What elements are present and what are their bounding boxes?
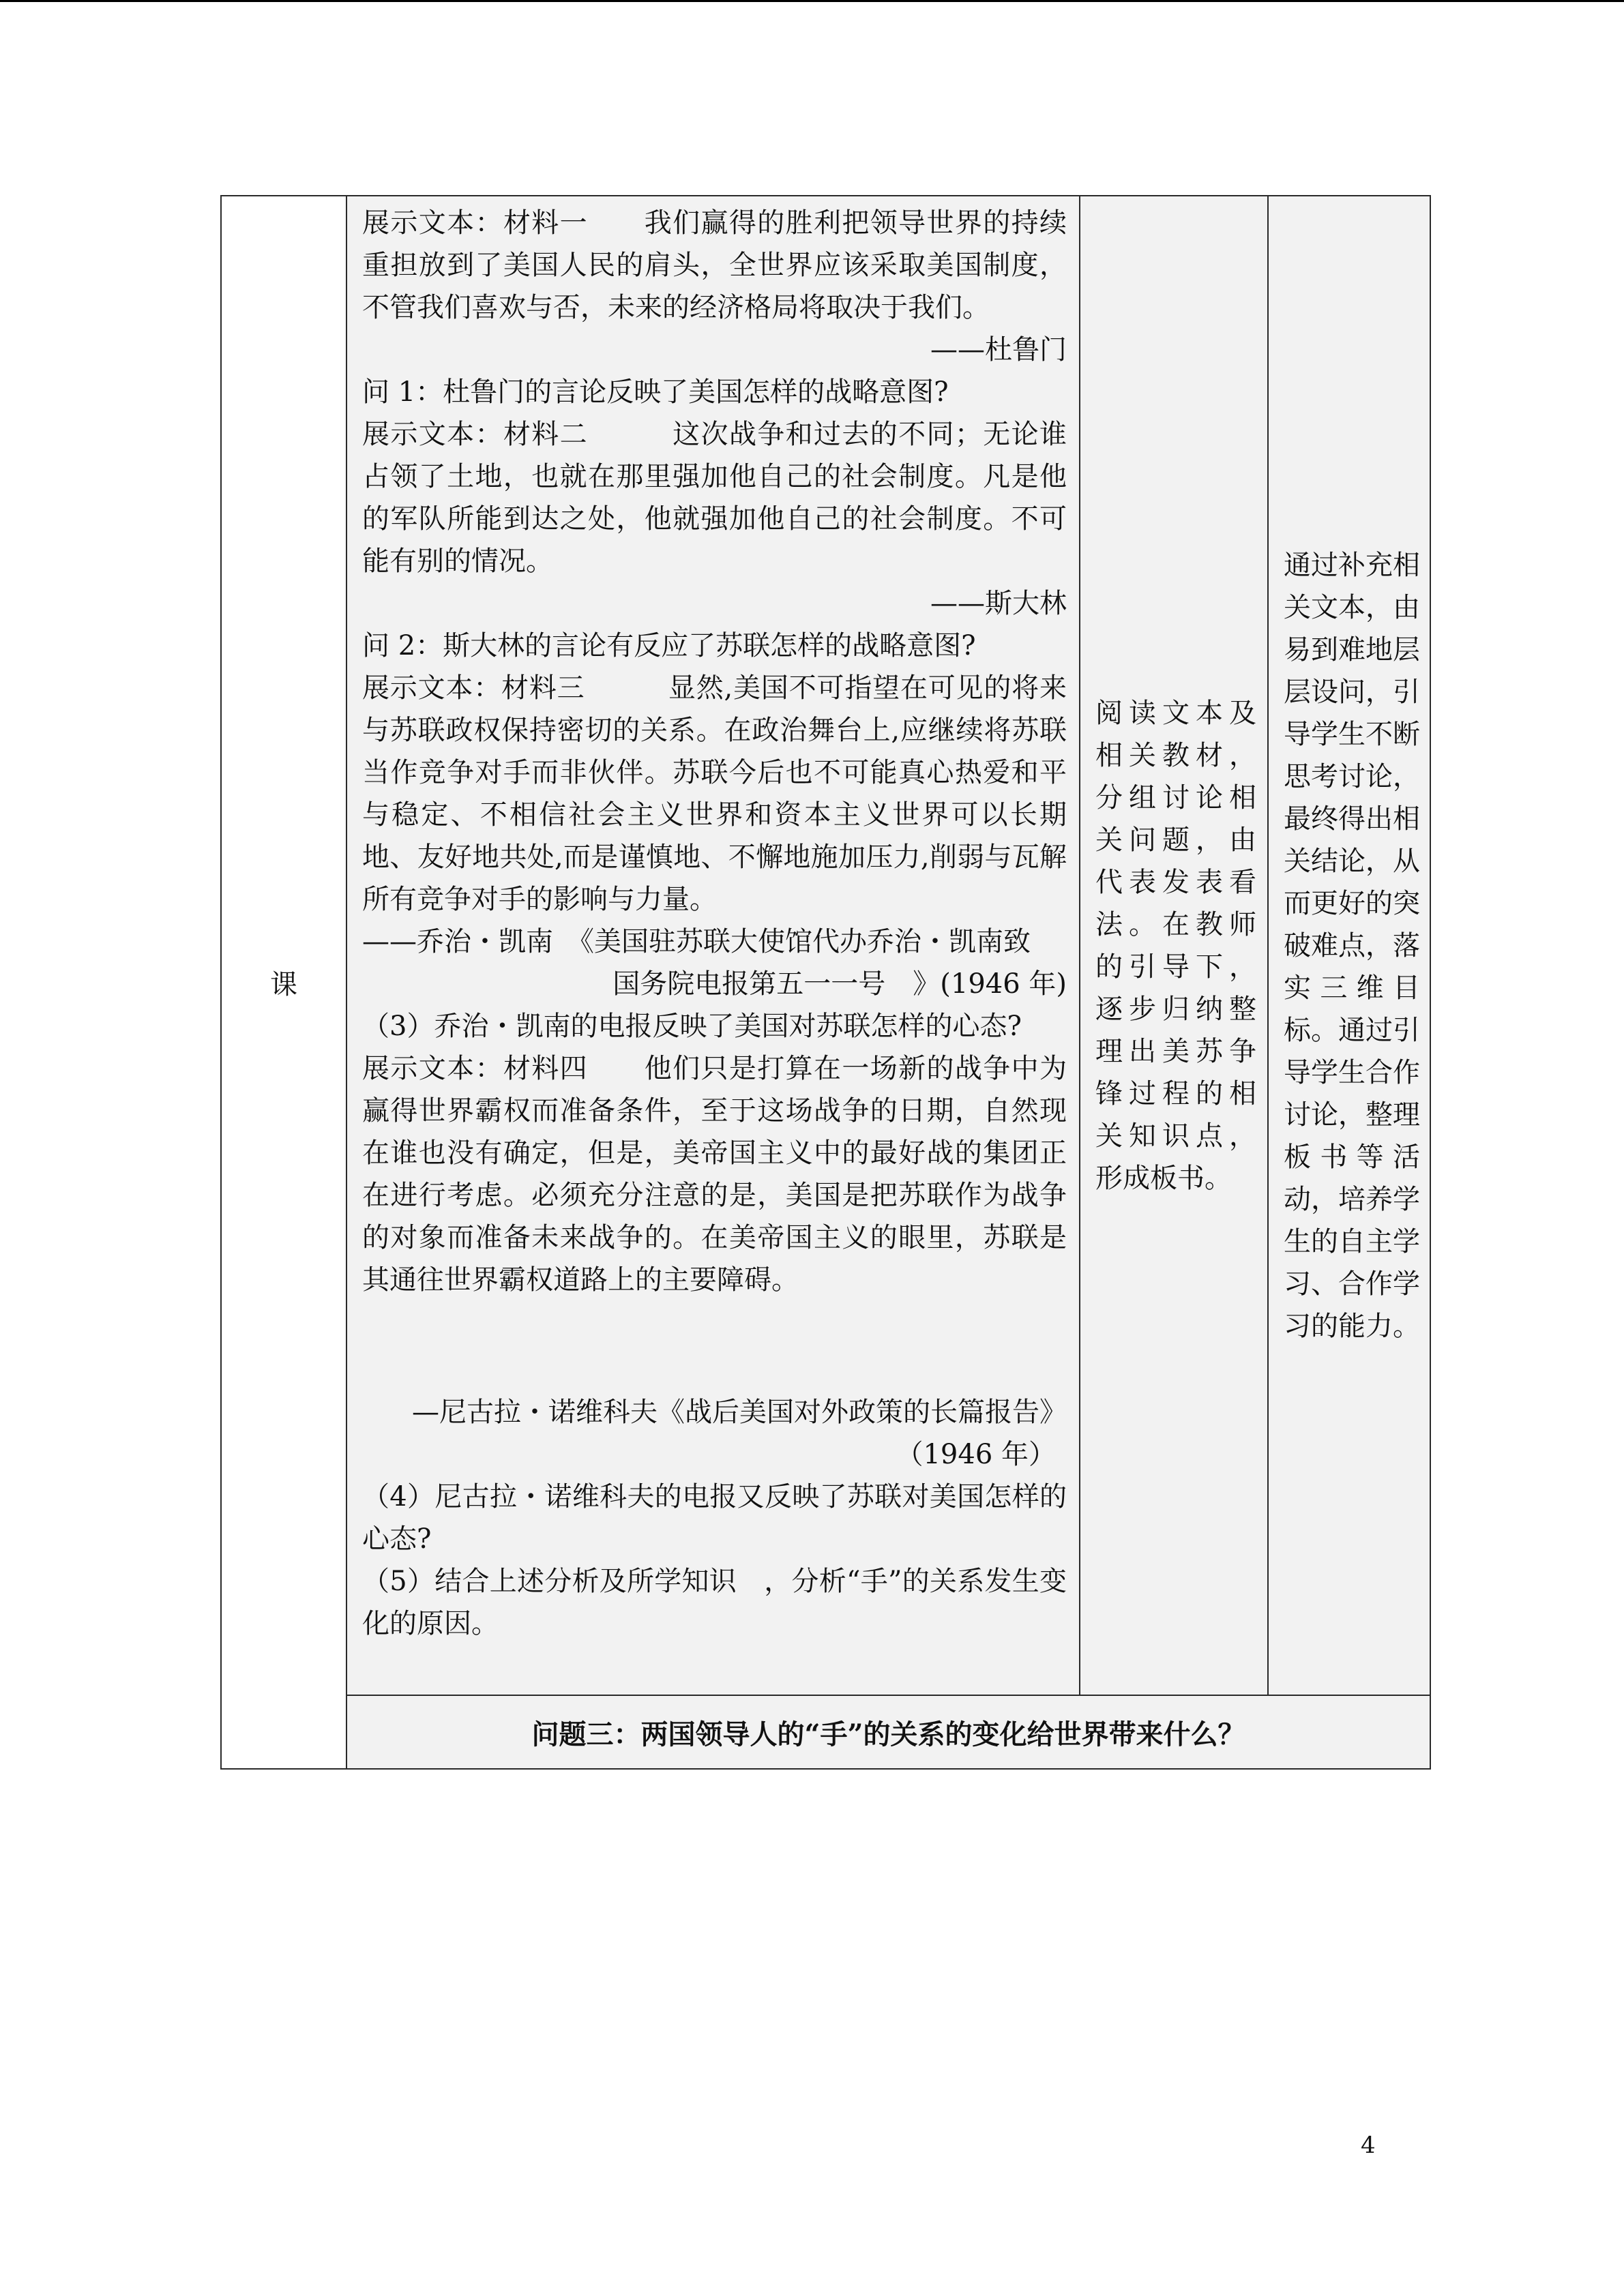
material-three-source-line2: 国务院电报第五一一号 》(1946 年) [612, 968, 1067, 1000]
design-intent-cell [1268, 196, 1430, 1695]
design-intent-text: 通过补充相关文本，由易到难地层层设问，引导学生不断思考讨论，最终得出相关结论，从而更好的突破难点，落实三维目标。通过引导学生合作讨论，整理板书等活动，培养学生的自主学习、合作学习的能力。 [1284, 549, 1420, 1342]
spacer [362, 1301, 1067, 1391]
teaching-process-row [221, 196, 1430, 1695]
question-four: （4）尼古拉・诺维科夫的电报又反映了苏联对美国怎样的心态? [362, 1481, 1067, 1555]
material-three-source-line1: ——乔治・凯南 《美国驻苏联大使馆代办乔治・凯南致 [362, 926, 1031, 957]
lesson-plan-table [220, 195, 1431, 1770]
stage-label: 课 [270, 969, 297, 1000]
stage-label-cell [221, 196, 346, 1769]
material-one-text: 展示文本：材料一 我们赢得的胜利把领导世界的持续重担放到了美国人民的肩头，全世界应该采取美国制度，不管我们喜欢与否，未来的经济格局将取决于我们。 [362, 207, 1067, 323]
page-top-border [0, 0, 1624, 2]
question-three-sub: （3）乔治・凯南的电报反映了美国对苏联怎样的心态? [362, 1011, 1022, 1042]
question-two: 问 2：斯大林的言论有反应了苏联怎样的战略意图? [362, 630, 976, 661]
material-four-text: 展示文本：材料四 他们只是打算在一场新的战争中为赢得世界霸权而准备条件，至于这场战争的日期，自然现在谁也没有确定，但是，美帝国主义中的最好战的集团正在进行考虑。必须充分注意的是，美国是把苏联作为战争的对象而准备未来战争的。在美帝国主义的眼里，苏联是其通往世界霸权道路上的主要障碍。 [362, 1053, 1067, 1296]
question-three-row [221, 1695, 1430, 1769]
material-four-source-line1: —尼古拉・诺维科夫《战后美国对外政策的长篇报告》 [412, 1397, 1067, 1428]
question-three-cell [346, 1695, 1430, 1769]
material-three-text: 展示文本：材料三 显然,美国不可指望在可见的将来与苏联政权保持密切的关系。在政治舞台上,应继续将苏联当作竞争对手而非伙伴。苏联今后也不可能真心热爱和平与稳定、不相信社会主义世界和资本主义世界可以长期地、友好地共处,而是谨慎地、不懈地施加压力,削弱与瓦解所有竞争对手的影响与力量。 [362, 672, 1067, 915]
question-three-heading: 问题三：两国领导人的“手”的关系的变化给世界带来什么？ [531, 1718, 1245, 1750]
page-number: 4 [1361, 2132, 1376, 2159]
material-one-source: ——杜鲁门 [930, 334, 1067, 366]
material-four-source-line2: （1946 年） [896, 1439, 1056, 1470]
material-two-text: 展示文本：材料二 这次战争和过去的不同；无论谁占领了土地，也就在那里强加他自己的社会制度。凡是他的军队所能到达之处，他就强加他自己的社会制度。不可能有别的情况。 [362, 419, 1067, 577]
student-activity-cell [1080, 196, 1268, 1695]
student-activity-text: 阅读文本及相关教材，分组讨论相关问题，由代表发表看法。在教师的引导下，逐步归纳整理出美苏争锋过程的相关知识点，形成板书。 [1095, 697, 1256, 1194]
teaching-content-cell [346, 196, 1080, 1695]
question-one: 问 1：杜鲁门的言论反映了美国怎样的战略意图? [362, 376, 949, 408]
question-five: （5）结合上述分析及所学知识 ，分析“手”的关系发生变化的原因。 [362, 1566, 1067, 1639]
material-two-source: ——斯大林 [930, 588, 1067, 619]
